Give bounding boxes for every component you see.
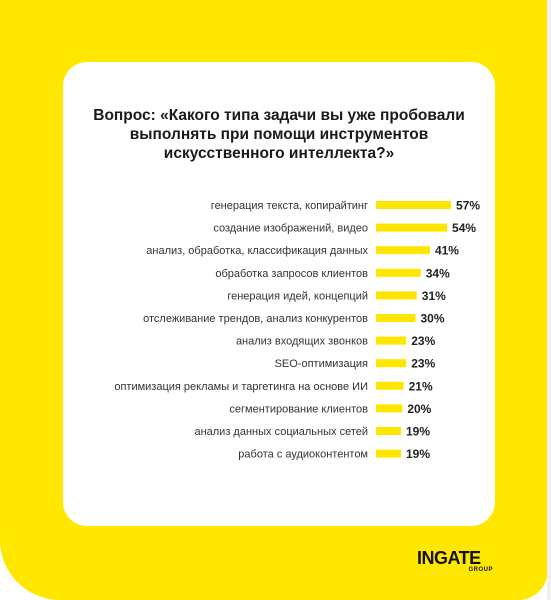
value-label: 23% bbox=[411, 356, 436, 371]
category-label: оптимизация рекламы и таргетинга на основе ИИ bbox=[114, 380, 368, 393]
value-label: 23% bbox=[411, 334, 436, 349]
logo-sub-text: GROUP bbox=[468, 567, 493, 573]
category-label: SEO-оптимизация bbox=[274, 358, 368, 371]
category-label: создание изображений, видео bbox=[213, 222, 368, 235]
category-label: обработка запросов клиентов bbox=[215, 267, 368, 280]
category-label: работа с аудиоконтентом bbox=[238, 448, 368, 461]
category-label: анализ входящих звонков bbox=[235, 335, 368, 348]
bar bbox=[376, 450, 401, 458]
category-label: анализ данных социальных сетей bbox=[194, 426, 368, 438]
value-label: 21% bbox=[408, 379, 433, 394]
bar bbox=[376, 269, 421, 277]
survey-card bbox=[63, 62, 495, 526]
value-label: 31% bbox=[421, 288, 446, 303]
question-title: Вопрос: «Какого типа задачи вы уже пробовали выполнять при помощи инструментов искусственного интеллекта?» bbox=[93, 107, 465, 162]
bar-chart bbox=[63, 197, 495, 482]
category-label: генерация текста, копирайтинг bbox=[210, 200, 368, 212]
category-label: генерация идей, концепций bbox=[227, 290, 368, 303]
category-label: анализ, обработка, классификация данных bbox=[146, 245, 368, 258]
bar bbox=[376, 246, 430, 254]
value-label: 57% bbox=[456, 198, 481, 213]
bar bbox=[376, 291, 417, 299]
ingate-logo bbox=[417, 548, 497, 578]
category-label: отслеживание трендов, анализ конкурентов bbox=[143, 313, 368, 325]
bar bbox=[376, 382, 404, 390]
bar bbox=[376, 201, 451, 209]
value-label: 19% bbox=[406, 447, 431, 462]
frame-edge bbox=[547, 0, 551, 600]
value-label: 20% bbox=[407, 401, 432, 416]
logo-main-text: INGATE bbox=[417, 548, 481, 568]
value-label: 19% bbox=[406, 424, 431, 439]
value-label: 41% bbox=[434, 243, 459, 258]
value-label: 54% bbox=[452, 221, 477, 236]
bar bbox=[376, 314, 415, 322]
value-label: 30% bbox=[420, 311, 445, 326]
bar bbox=[376, 427, 401, 435]
bar bbox=[376, 224, 447, 232]
bar bbox=[376, 404, 402, 412]
value-label: 34% bbox=[425, 266, 450, 281]
bar-chart-svg bbox=[63, 197, 495, 482]
bar bbox=[376, 337, 406, 345]
category-label: сегментирование клиентов bbox=[229, 403, 368, 416]
bar bbox=[376, 359, 406, 367]
